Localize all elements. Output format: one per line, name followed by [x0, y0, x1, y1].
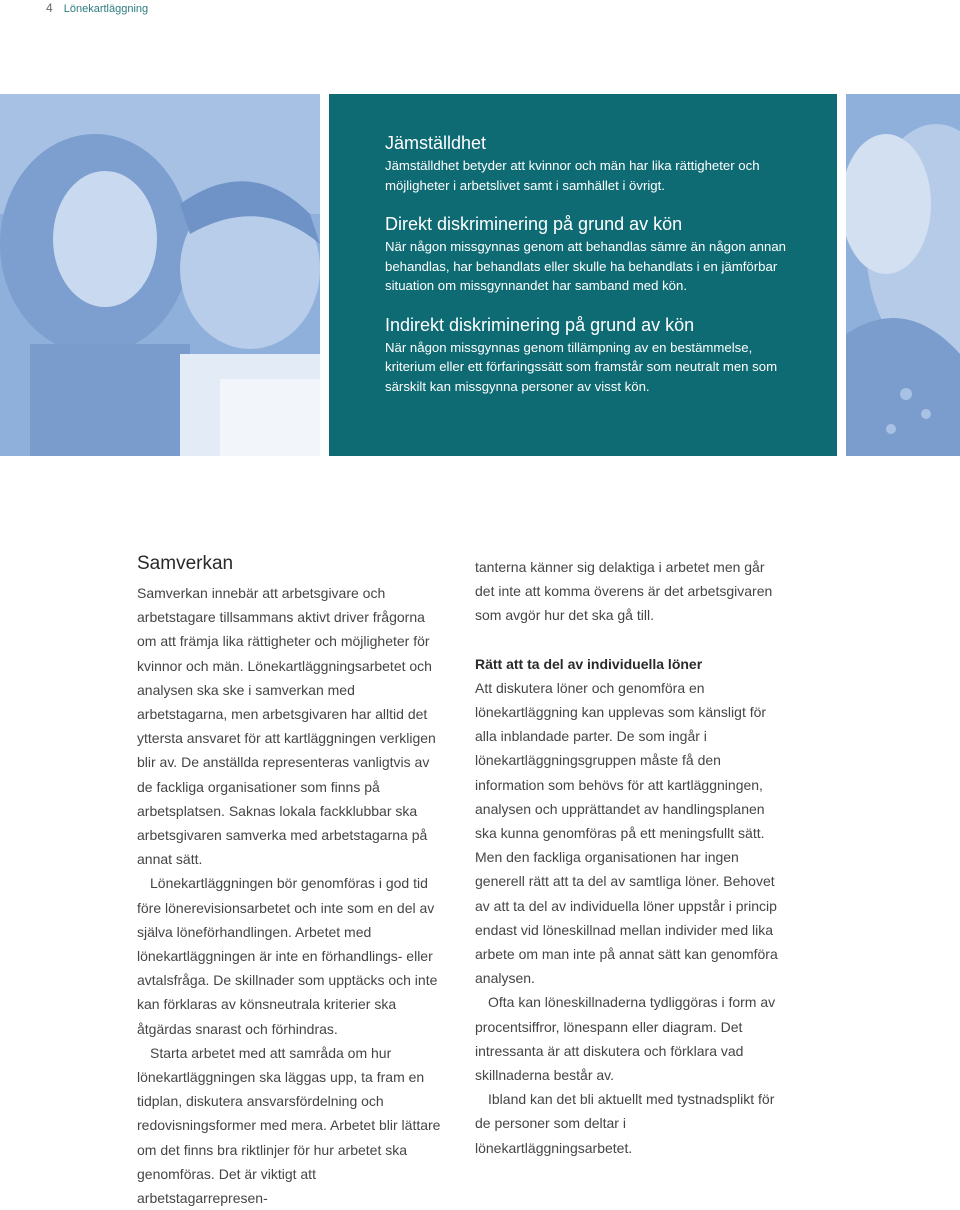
paragraph-continued: tanterna känner sig delaktiga i arbetet men går det inte att komma överens är det arbetsgivaren som avgör hur det ska gå till. [475, 559, 773, 624]
page-header [46, 0, 148, 16]
paragraph: Starta arbetet med att samråda om hur lönekartläggningen ska läggas upp, ta fram en tidplan, diskutera ansvarsfördelning och redovisningsformer med mera. Arbetet blir lättare om det finns bra riktlinjer för hur arbetet ska genomföras. Det är viktigt att arbetstagarrepresen- [137, 1044, 441, 1207]
paragraph: Samverkan innebär att arbetsgivare och arbetstagare tillsammans aktivt driver frågorna om att främja lika rättigheter och möjligheter för kvinnor och män. Lönekartläggningsarbetet och analysen ska ske i samverkan med arbetstagarna, men arbetsgivaren har alltid det yttersta ansvaret för att kartläggningen verkligen blir av. De anställda representeras vanligtvis av de fackliga organisationer som finns på arbetsplatsen. Saknas lokala fackklubbar ska arbetsgivaren samverka med arbetstagarna på annat sätt. [137, 585, 436, 868]
photo-woman [846, 94, 960, 456]
paragraph: Att diskutera löner och genomföra en lönekartläggning kan upplevas som känsligt för alla inblandade parter. De som ingår i lönekartläggningsgruppen måste få den information som behövs för att kartläggningen, analysen och upprättandet av handlingsplanen ska kunna genomföras på ett meningsfullt sätt. Men den fackliga organisationen har ingen generell rätt att ta del av samtliga löner. Behovet av att ta del av individuella löner uppstår i princip endast vid löneskillnad mellan individer med lika arbete om man inte på annat sätt kan genomföra analysen. [475, 679, 778, 987]
photo-couple [0, 94, 320, 456]
definition-text: Jämställdhet betyder att kvinnor och män har lika rättigheter och möjligheter i arbetslivet samt i samhället i övrigt. [385, 158, 760, 193]
page-number: 4 [46, 1, 53, 15]
paragraph: Ibland kan det bli aktuellt med tystnadsplikt för de personer som deltar i lönekartläggningsarbetet. [475, 1091, 775, 1156]
article-column-right [475, 555, 785, 1160]
definition-direkt-diskriminering [385, 213, 797, 296]
definitions-box [329, 94, 837, 456]
definition-text: När någon missgynnas genom att behandlas sämre än någon annan behandlas, har behandlats eller skulle ha behandlats i en jämförbar situation om missgynnandet har samband med kön. [385, 239, 787, 293]
definition-title: Direkt diskriminering på grund av kön [385, 214, 683, 234]
definition-jamstalldhet [385, 132, 797, 195]
article-column-left [137, 551, 447, 1210]
definition-text: När någon missgynnas genom tillämpning av en bestämmelse, kriterium eller ett förfaringssätt som framstår som neutralt men som särskilt kan missgynna personer av visst kön. [385, 339, 778, 394]
definition-title: Jämställdhet [385, 133, 487, 153]
subheading: Rätt att ta del av individuella löner [475, 655, 703, 672]
definition-title: Indirekt diskriminering på grund av kön [385, 314, 695, 335]
running-title: Lönekartläggning [63, 3, 149, 15]
paragraph: Ofta kan löneskillnaderna tydliggöras i form av procentsiffror, lönespann eller diagram. Det intressanta är att diskutera och förklara vad skillnaderna består av. [475, 994, 776, 1084]
paragraph: Lönekartläggningen bör genomföras i god tid före lönerevisionsarbetet och inte som en del av själva löneförhandlingen. Arbetet med lönekartläggningen är inte en förhandlings- eller avtalsfråga. De skillnader som upptäcks och inte kan förklaras av könsneutrala kriterier ska åtgärdas snarast och förhindras. [137, 875, 438, 1037]
section-heading: Samverkan [137, 553, 234, 574]
definition-indirekt-diskriminering [385, 314, 797, 397]
